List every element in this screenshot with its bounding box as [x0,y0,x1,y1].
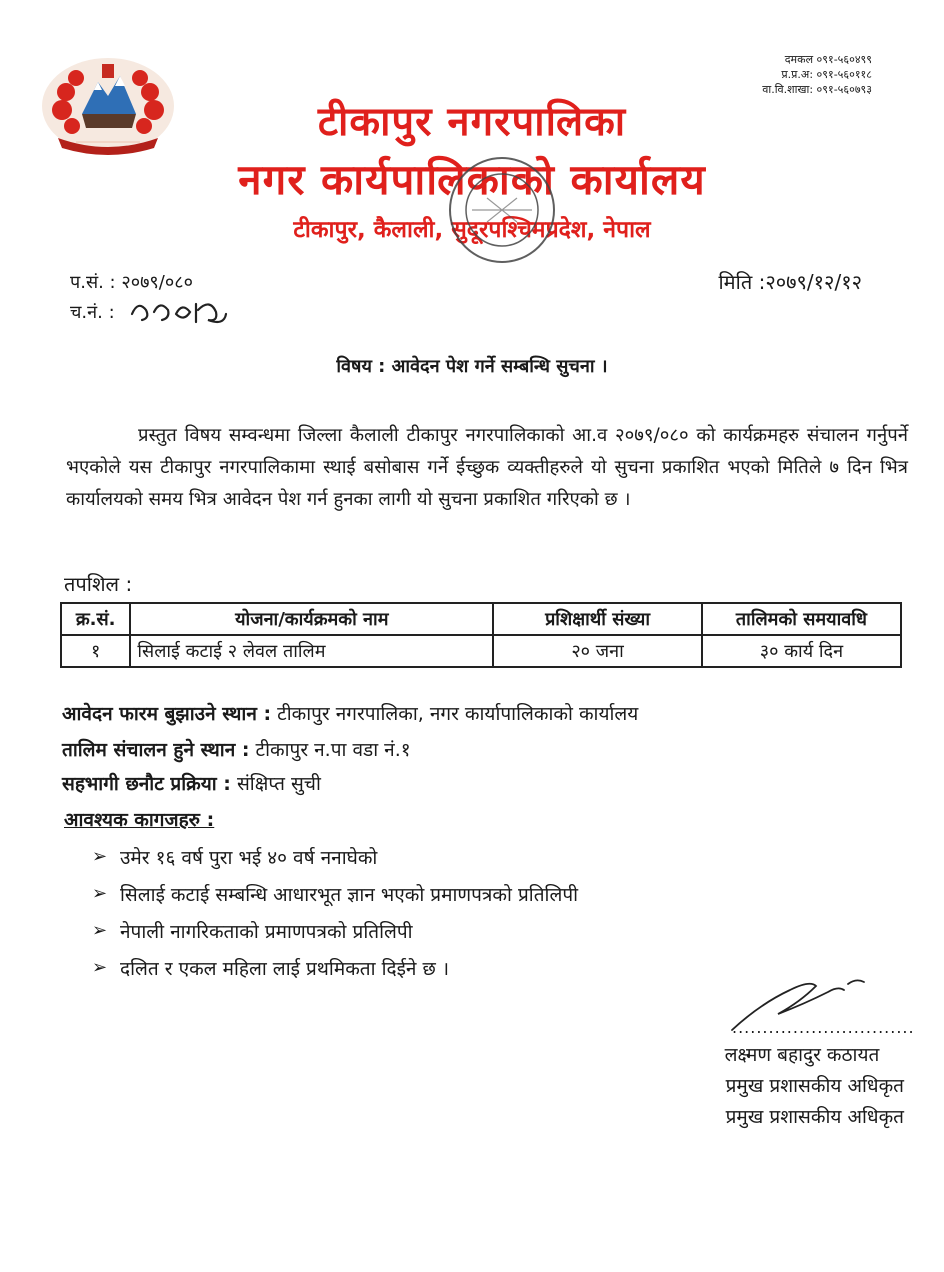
training-place-value: टीकापुर न.पा वडा नं.१ [249,739,411,761]
office-title: नगर कार्यपालिकाको कार्यालय [238,155,706,204]
form-place-value: टीकापुर नगरपालिका, नगर कार्यापालिकाको कार्यालय [271,703,639,725]
cell-duration: ३० कार्य दिन [702,635,901,667]
cell-serial: १ [61,635,130,667]
chalani-label: च.नं. : [70,302,115,323]
list-item [92,838,578,875]
training-place [62,736,411,762]
form-place-label: आवेदन फारम बुझाउने स्थान : [62,703,272,725]
schedule-label: तपशिल : [64,572,133,596]
list-item [92,949,578,986]
chalani-number-handwritten [126,292,236,328]
requirements-heading: आवश्यक कागजहरु : [64,809,215,831]
cell-program: सिलाई कटाई २ लेवल तालिम [130,635,493,667]
requirement-text: दलित र एकल महिला लाई प्रथमिकता दिईने छ । [120,957,450,980]
contact-fire: दमकल ०९१-५६०४९९ [784,53,872,66]
requirement-text: उमेर १६ वर्ष पुरा भई ४० वर्ष ननाघेको [120,846,378,869]
col-header-program: योजना/कार्यक्रमको नाम [130,603,493,635]
stamp-designation: प्रमुख प्रशासकीय अधिकृत [725,1106,904,1128]
body-paragraph: प्रस्तुत विषय सम्वन्धमा जिल्ला कैलाली टीकापुर नगरपालिकाको आ.व २०७९/०८० को कार्यक्रमहरु संचालन गर्नुपर्ने भएकोले यस टीकापुर नगरपालिकामा स्थाई बसोबास गर्ने ईच्छुक व्यक्तीहरुले यो सुचना प्रकाशित भएको मितिले ७ दिन भित्र कार्यालयको समय भित्र आवेदन पेश गर्न हुनका लागी यो सुचना प्रकाशित गरिएको छ । [66,425,908,510]
arrow-bullet-icon: ➢ [92,920,108,941]
form-submission-place [62,700,638,726]
signature-line: .............................. [732,1018,915,1037]
requirement-text: नेपाली नागरिकताको प्रमाणपत्रको प्रतिलिपी [120,920,413,943]
subject-line: विषय : आवेदन पेश गर्ने सम्बन्धि सुचना । [336,356,608,377]
requirements-list [92,838,578,986]
patra-sankhya: प.सं. : २०७९/०८० [70,272,193,293]
selection-label: सहभागी छनौट प्रक्रिया : [62,773,231,795]
selection-value: संक्षिप्त सुची [230,773,321,795]
list-item [92,912,578,949]
office-address: टीकापुर, कैलाली, सुदूरपश्चिमप्रदेश, नेपाल [293,217,651,243]
list-item [92,875,578,912]
table-row [61,635,901,667]
selection-process [62,770,321,796]
arrow-bullet-icon: ➢ [92,846,108,867]
contact-numbers [762,52,872,97]
requirement-text: सिलाई कटाई सम्बन्धि आधारभूत ज्ञान भएको प्रमाणपत्रको प्रतिलिपी [120,883,579,906]
col-header-serial: क्र.सं. [61,603,130,635]
signatory-name: लक्ष्मण बहादुर कठायत [724,1044,880,1066]
signature-block [664,1040,904,1133]
municipality-title: टीकापुर नगरपालिका [317,99,627,145]
schedule-table [60,602,902,668]
table-header-row [61,603,901,635]
arrow-bullet-icon: ➢ [92,883,108,904]
cell-trainees: २० जना [493,635,702,667]
contact-finance: वा.वि.शाखा: ०९१-५६०७९३ [762,83,872,96]
office-stamp-icon [442,150,562,270]
arrow-bullet-icon: ➢ [92,957,108,978]
col-header-trainees: प्रशिक्षार्थी संख्या [493,603,702,635]
contact-cao: प्र.प्र.अ: ०९१-५६०११८ [781,68,872,81]
col-header-duration: तालिमको समयावधि [702,603,901,635]
signatory-designation: प्रमुख प्रशासकीय अधिकृत [725,1075,904,1097]
training-place-label: तालिम संचालन हुने स्थान : [62,739,250,761]
notice-date: मिति :२०७९/१२/१२ [718,270,862,294]
